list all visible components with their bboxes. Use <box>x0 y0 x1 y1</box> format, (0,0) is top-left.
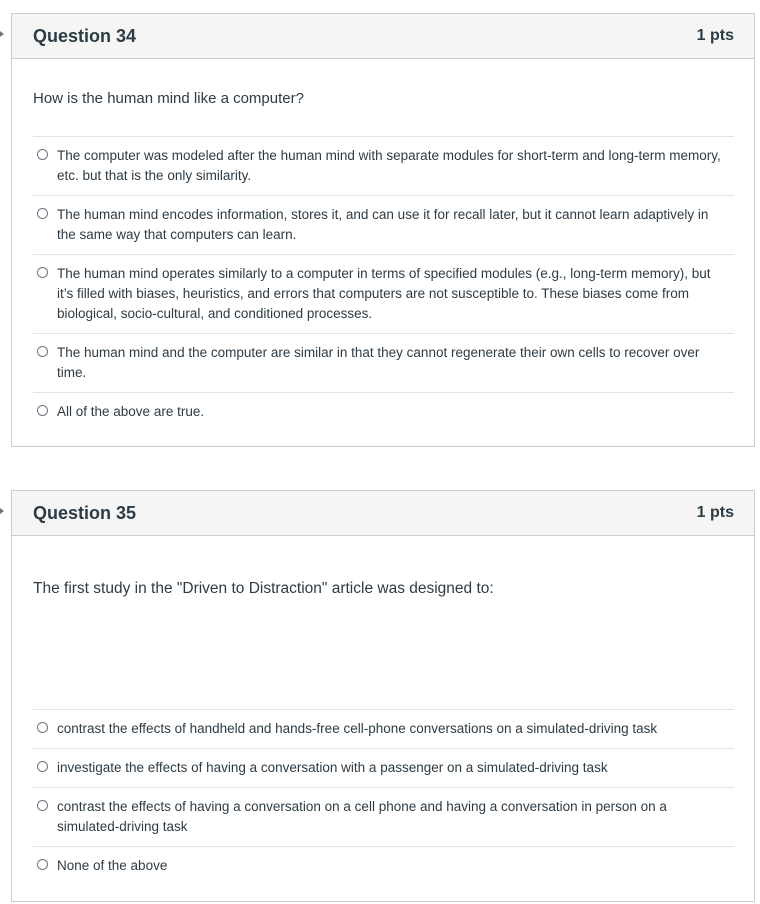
question-points: 1 pts <box>696 27 734 44</box>
answer-option[interactable] <box>33 846 734 885</box>
radio-button[interactable] <box>37 405 48 416</box>
answer-label: contrast the effects of handheld and hands-free cell-phone conversations on a simulated-driving task <box>57 721 658 736</box>
answer-option[interactable] <box>33 254 734 333</box>
radio-button[interactable] <box>37 722 48 733</box>
radio-button[interactable] <box>37 346 48 357</box>
answer-label: The human mind operates similarly to a computer in terms of specified modules (e.g., long-term memory), but it’s filled with biases, heuristics, and errors that computers are not susceptible to. These biases come from biological, socio-cultural, and conditioned processes. <box>57 266 711 321</box>
radio-button[interactable] <box>37 859 48 870</box>
radio-button[interactable] <box>37 761 48 772</box>
answer-label: None of the above <box>57 858 168 873</box>
radio-button[interactable] <box>37 149 48 160</box>
answer-label: All of the above are true. <box>57 404 205 419</box>
radio-button[interactable] <box>37 800 48 811</box>
answer-option[interactable] <box>33 392 734 431</box>
answer-list <box>33 136 734 431</box>
question-title: Question 34 <box>33 25 137 46</box>
answer-option[interactable] <box>33 333 734 392</box>
question-35 <box>11 490 755 902</box>
answer-option[interactable] <box>33 136 734 195</box>
answer-option[interactable] <box>33 709 734 748</box>
question-header <box>12 14 754 59</box>
answer-label: The computer was modeled after the human mind with separate modules for short-term and long-term memory, etc. but that is the only similarity. <box>57 148 721 183</box>
question-marker-icon <box>0 508 4 514</box>
question-title: Question 35 <box>33 502 137 523</box>
answer-option[interactable] <box>33 787 734 846</box>
answer-option[interactable] <box>33 195 734 254</box>
question-body <box>12 536 754 885</box>
question-text: How is the human mind like a computer? <box>33 90 304 107</box>
answer-option[interactable] <box>33 748 734 787</box>
answer-label: contrast the effects of having a conversation on a cell phone and having a conversation in person on a simulated-driving task <box>57 799 667 834</box>
answer-label: The human mind encodes information, stores it, and can use it for recall later, but it cannot learn adaptively in the same way that computers can learn. <box>57 207 709 242</box>
radio-button[interactable] <box>37 208 48 219</box>
answer-label: The human mind and the computer are similar in that they cannot regenerate their own cells to recover over time. <box>57 345 700 380</box>
question-body <box>12 59 754 431</box>
question-points: 1 pts <box>696 504 734 521</box>
question-text: The first study in the "Driven to Distraction" article was designed to: <box>33 580 494 597</box>
question-marker-icon <box>0 31 4 37</box>
question-34 <box>11 13 755 447</box>
answer-list <box>33 709 734 885</box>
question-header <box>12 491 754 536</box>
radio-button[interactable] <box>37 267 48 278</box>
answer-label: investigate the effects of having a conversation with a passenger on a simulated-driving task <box>57 760 608 775</box>
